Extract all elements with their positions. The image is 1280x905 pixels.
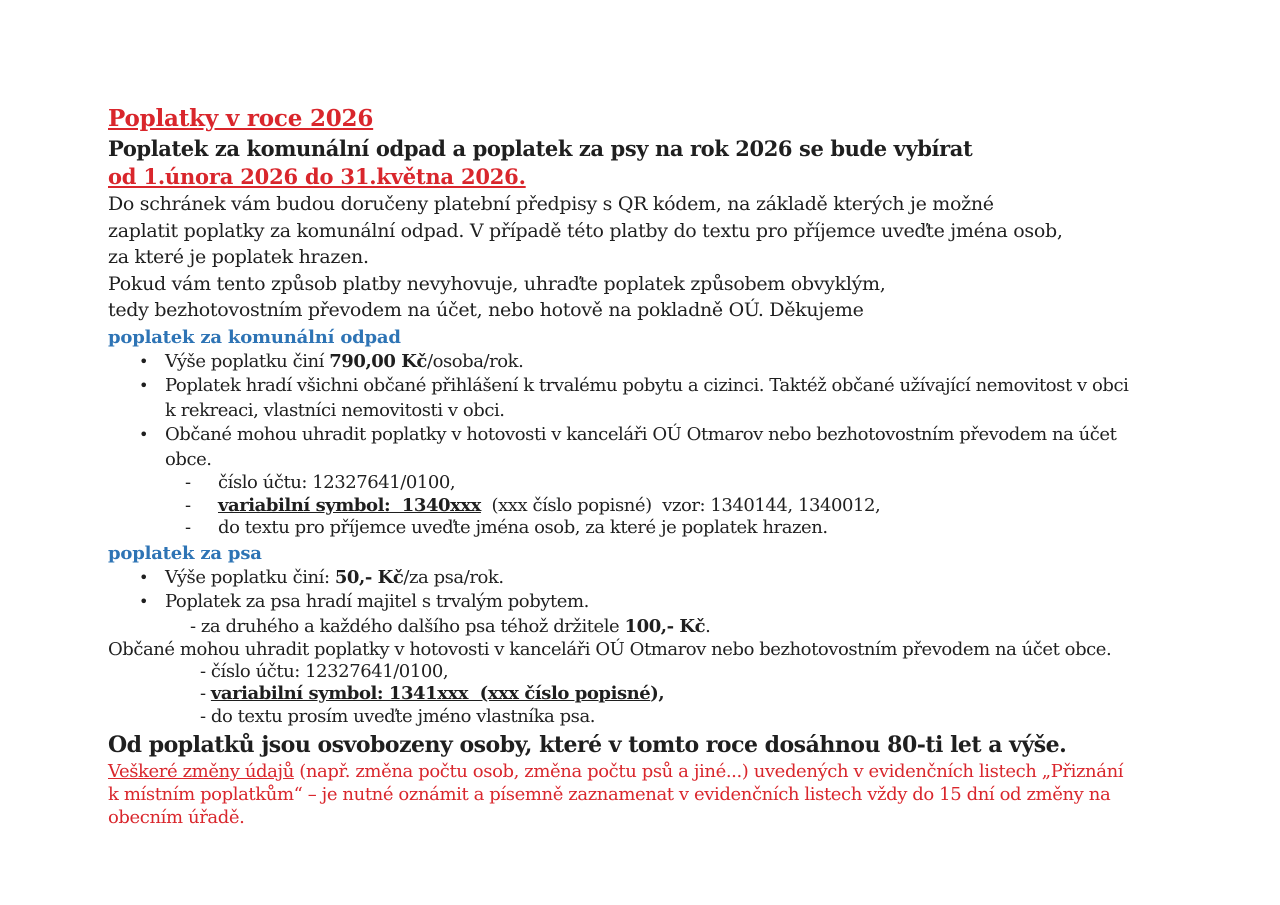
intro-line: tedy bezhotovostním převodem na účet, nebo hotově na pokladně OÚ. Děkujeme	[108, 299, 864, 321]
waste-amount-text	[165, 350, 523, 375]
dog-amount-text	[165, 566, 504, 591]
dog-section-body	[108, 566, 1250, 729]
waste-subitem-payee	[108, 517, 1250, 540]
subtitle: Poplatek za komunální odpad a poplatek za psy na rok 2026 se bude vybírat	[108, 136, 973, 161]
dog-subitem-variable-symbol	[108, 683, 1250, 706]
waste-payment-line: obce.	[165, 448, 212, 470]
changes-underlined-lead: Veškeré změny údajů	[108, 761, 294, 782]
intro-line: Do schránek vám budou doručeny platební předpisy s QR kódem, na základě kterých je možné	[108, 193, 994, 215]
bullet-icon: •	[139, 425, 148, 444]
dog-additional-pre: - za druhého a každého dalšího psa téhož držitele	[190, 615, 625, 637]
section-heading-dog: poplatek za psa	[108, 542, 262, 564]
changes-line-3: obecním úřadě.	[108, 807, 245, 828]
waste-variable-symbol-text	[218, 495, 880, 518]
waste-amount-post: /osoba/rok.	[426, 350, 524, 372]
intro-line: za které je poplatek hrazen.	[108, 246, 369, 268]
dash-icon: -	[185, 494, 191, 516]
dog-additional-fee-line	[108, 615, 1250, 638]
dash-icon: -	[185, 472, 191, 493]
waste-variable-symbol: variabilní symbol: 1340xxx	[218, 494, 481, 516]
dog-additional-post: .	[705, 615, 711, 637]
dog-bullet-amount	[108, 566, 1250, 591]
waste-fee-amount: 790,00 Kč	[329, 350, 427, 372]
waste-payee-note: do textu pro příjemce uveďte jména osob, za které je poplatek hrazen.	[218, 517, 828, 538]
waste-bullet-payers	[108, 374, 1250, 423]
bullet-icon: •	[139, 376, 148, 395]
dog-additional-fee-amount: 100,- Kč	[624, 615, 706, 637]
changes-line-1	[108, 760, 1250, 783]
dash-icon: -	[185, 517, 191, 538]
exemption-statement: Od poplatků jsou osvobozeny osoby, které v tomto roce dosáhnou 80-ti let a výše.	[108, 732, 1067, 758]
changes-line-1-rest: (např. změna počtu osob, změna počtu psů a jiné...) uvedených v evidenčních listech „Přiznání	[293, 761, 1124, 782]
section-heading-waste: poplatek za komunální odpad	[108, 326, 401, 348]
changes-notice	[108, 760, 1250, 829]
waste-account-number: číslo účtu: 12327641/0100,	[218, 472, 456, 493]
waste-amount-pre: Výše poplatku činí	[165, 350, 330, 372]
collection-period-text: od 1.února 2026 do 31.května 2026.	[108, 164, 526, 189]
collection-period	[108, 163, 1250, 191]
waste-payers-text	[165, 374, 1128, 423]
dog-payment-line: Občané mohou uhradit poplatky v hotovosti v kanceláři OÚ Otmarov nebo bezhotovostním převodem na účet obce.	[108, 638, 1112, 660]
waste-payers-line: Poplatek hradí všichni občané přihlášení k trvalému pobytu a cizinci. Taktéž občané užívající nemovitost v obci	[165, 375, 1129, 396]
waste-variable-symbol-note: (xxx číslo popisné) vzor: 1340144, 1340012,	[480, 494, 881, 516]
dog-owner-text: Poplatek za psa hradí majitel s trvalým pobytem.	[165, 591, 589, 612]
waste-section-body	[108, 350, 1250, 540]
waste-subitem-variable-symbol	[108, 495, 1250, 518]
intro-line: Pokud vám tento způsob platby nevyhovuje, uhraďte poplatek způsobem obvyklým,	[108, 272, 886, 295]
dash-icon: -	[200, 683, 211, 704]
bullet-icon: •	[139, 592, 148, 611]
dog-variable-symbol-close: ),	[650, 683, 665, 704]
bullet-icon: •	[139, 567, 148, 587]
waste-payment-line: Občané mohou uhradit poplatky v hotovosti v kanceláři OÚ Otmarov nebo bezhotovostním převodem na účet	[165, 424, 1117, 445]
waste-payers-line: k rekreaci, vlastníci nemovitosti v obci.	[165, 399, 505, 421]
waste-bullet-payment	[108, 423, 1250, 472]
intro-line: zaplatit poplatky za komunální odpad. V případě této platby do textu pro příjemce uveďte jména osob,	[108, 219, 1063, 242]
changes-line-2: k místním poplatkům“ – je nutné oznámit a písemně zaznamenat v evidenčních listech vždy do 15 dní od změny na	[108, 784, 1111, 805]
dog-variable-symbol: variabilní symbol: 1341xxx (xxx číslo popisné	[210, 683, 651, 704]
waste-bullet-amount	[108, 350, 1250, 375]
bullet-icon: •	[139, 351, 148, 371]
intro-paragraph	[108, 191, 1250, 324]
waste-payment-text	[165, 423, 1116, 472]
waste-subitem-account	[108, 472, 1250, 495]
dog-fee-amount: 50,- Kč	[334, 566, 404, 588]
dog-amount-post: /za psa/rok.	[403, 566, 504, 588]
page-title: Poplatky v roce 2026	[108, 105, 374, 132]
dog-subitem-payee: - do textu prosím uveďte jméno vlastníka psa.	[200, 705, 596, 727]
dog-bullet-owner	[108, 590, 1250, 615]
dog-subitem-account: - číslo účtu: 12327641/0100,	[200, 660, 449, 682]
dog-amount-pre: Výše poplatku činí:	[165, 566, 335, 588]
